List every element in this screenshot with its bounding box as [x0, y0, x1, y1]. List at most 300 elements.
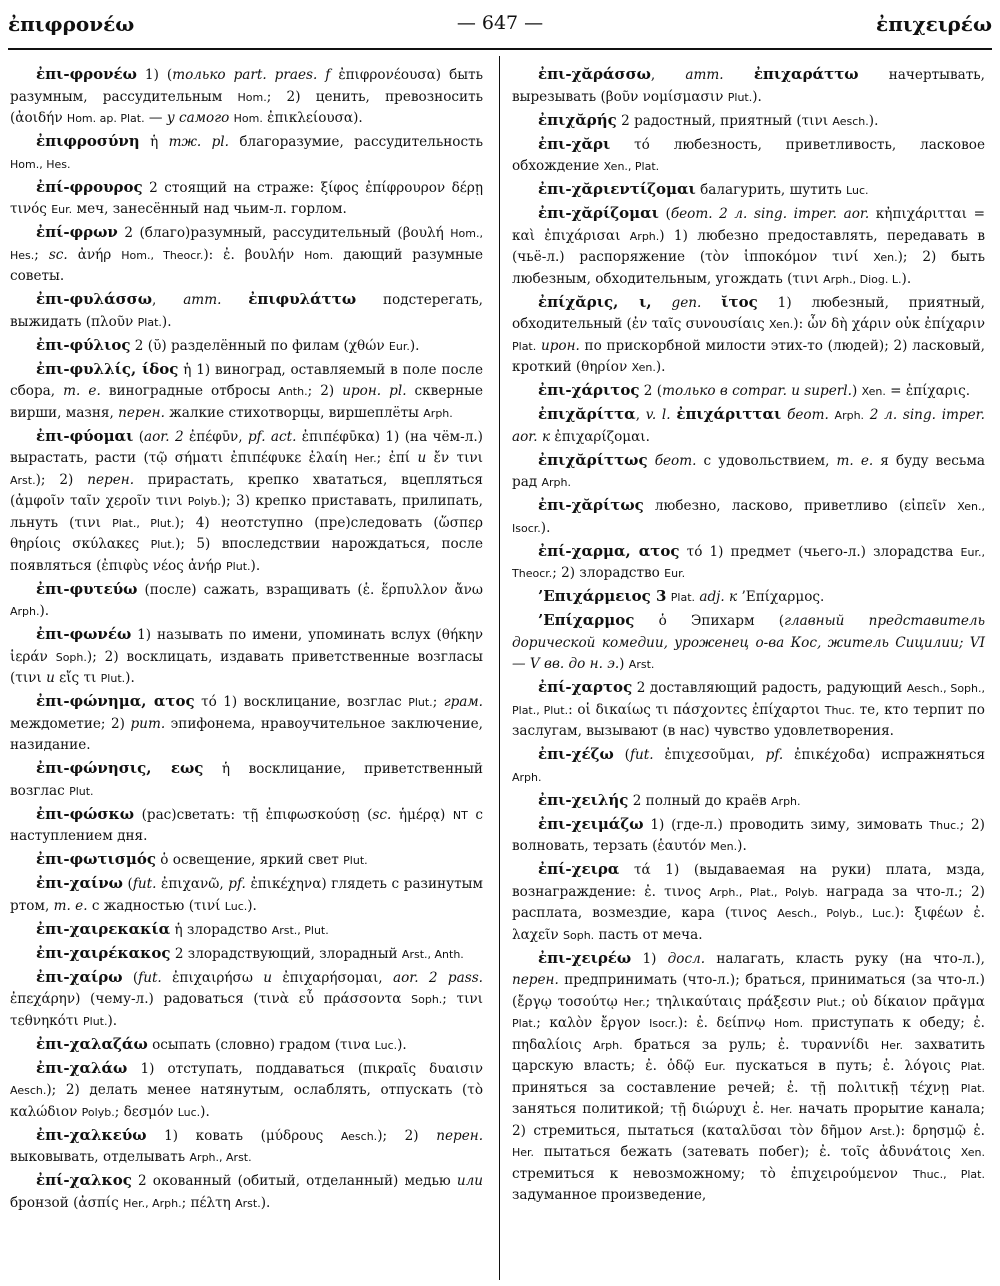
entry-italic-note: gen. — [671, 294, 702, 311]
entry-source-abbrev: Plut. — [226, 559, 251, 573]
entry-text: , — [635, 407, 646, 423]
dictionary-entry — [10, 1125, 483, 1169]
entry-text: пасть от меча. — [594, 926, 703, 943]
entry-text: ): ἐ. βουλήν — [203, 246, 305, 263]
entry-text: ); 3) крепко приставать, прилипать, льнуть (τινι — [10, 493, 483, 531]
entry-text: ἐπιπέφῡκα) 1) (на чём-л.) вырастать, расти (τῷ σήματι ἐπιπέφυκε ἐλαίη — [10, 428, 483, 466]
entry-text: ἔν τινι — [426, 450, 483, 466]
entry-text: ( — [122, 969, 139, 986]
entry-source-abbrev: Arph. — [593, 1038, 623, 1052]
entry-text: ): δρησμῷ ἐ. — [895, 1122, 985, 1139]
entry-text: ); 4) неотступно (пре)следовать (ὥσπερ θηρίοις σκύλακες — [10, 514, 483, 552]
entry-source-abbrev: Arst. — [628, 658, 655, 671]
entry-headword: ἐπι-χαιρέκακος — [36, 943, 171, 962]
entry-headword: ἐπιχᾰρίττα — [538, 405, 636, 423]
entry-source-abbrev: Her., Arph. — [123, 1196, 182, 1210]
dictionary-entry — [10, 1058, 483, 1124]
entry-headword: ἐπι-φωτισμός — [36, 850, 156, 868]
entry-text: ; πέλτη — [181, 1194, 236, 1211]
entry-source-abbrev: Arph. — [771, 794, 801, 808]
entry-source-abbrev: Arph. — [423, 406, 453, 420]
entry-source-abbrev: Arph., Plat., Polyb. — [709, 885, 819, 899]
entry-source-abbrev: Arst., Plut. — [271, 923, 329, 937]
entry-text: 2 (благо)разумный, рассудительный (βουλή — [117, 225, 451, 241]
entry-italic-note: fut. — [138, 969, 162, 986]
entry-italic-note: ирон. — [540, 337, 580, 354]
dictionary-entry — [10, 758, 483, 802]
entry-text: 2 окованный (обитый, отделанный) медью — [131, 1173, 457, 1189]
entry-text: те, кто терпит по заслугам, вызывают (в нас) чувство удовлетворения. — [512, 701, 985, 739]
entry-source-abbrev: Arph., Arst. — [189, 1151, 252, 1164]
dictionary-entry — [10, 579, 483, 623]
entry-source-abbrev: Arst. — [869, 1124, 896, 1138]
entry-text: благоразумие, рассудительность — [228, 134, 483, 150]
entry-text: предпринимать (что-л.); браться, приниматься (за что-л.) (ἔργῳ τοσούτῳ — [512, 972, 985, 1010]
entry-text: τό 1) предмет (чьего-л.) злорадства — [679, 543, 961, 560]
entry-text: ( — [133, 428, 145, 445]
entry-italic-note: adj. к — [699, 589, 738, 605]
page-header — [8, 12, 992, 42]
entry-source-abbrev: Arph. — [834, 409, 865, 422]
dictionary-entry — [10, 289, 483, 333]
entry-text: скверные вирши, мазня, — [10, 383, 483, 421]
header-rule — [8, 48, 992, 50]
entry-text: ). — [737, 838, 747, 854]
entry-text: ; τινι τεθνηκότι — [10, 991, 483, 1029]
dictionary-entry — [10, 131, 483, 175]
entry-source-abbrev: Arst. — [10, 473, 36, 487]
entry-source-abbrev: Eur. — [51, 203, 73, 216]
entry-text: ; δεσμόν — [114, 1103, 178, 1120]
entry-source-abbrev: Aesch., Polyb., Luc. — [777, 907, 895, 920]
entry-italic-note: грам. — [443, 694, 483, 710]
entry-italic-note: перен. — [512, 972, 559, 988]
entry-text: ). — [655, 359, 666, 375]
entry-text: ἐπικέχηνα) глядеть с разинутым ртом, — [10, 876, 484, 914]
entry-source-abbrev: Thuc., Plat. — [912, 1167, 985, 1181]
entry-source-abbrev: Hom. — [773, 1017, 804, 1030]
entry-source-abbrev: Xen. — [960, 1146, 985, 1159]
dictionary-entry — [10, 335, 483, 358]
entry-text: осыпать (словно) градом (τινα — [147, 1036, 375, 1053]
entry-italic-note: sc. — [372, 806, 392, 823]
entry-source-abbrev: Plut. — [727, 90, 753, 104]
entry-source-abbrev: Her. — [880, 1038, 903, 1052]
entry-headword: ἐπι-χέζω — [538, 745, 614, 763]
entry-source-abbrev: Thuc. — [824, 703, 855, 717]
entry-text: ; οὐ δίκαιον πρᾶγμα — [841, 993, 985, 1010]
dictionary-entry — [512, 790, 985, 813]
entry-source-abbrev: Xen. — [631, 361, 656, 374]
entry-italic-note: aor. 2 pass. — [392, 969, 484, 986]
entry-headword: ἐπι-χαίρω — [36, 967, 123, 986]
entry-italic-note: т. е. — [63, 383, 101, 399]
column-divider — [499, 56, 500, 1280]
entry-source-abbrev: Hom. ap. Plat. — [66, 112, 145, 125]
entry-italic-note: у самого — [166, 110, 230, 126]
dictionary-entry — [10, 624, 483, 690]
entry-italic-note: ирон. pl. — [342, 383, 407, 399]
entry-text: налагать, класть руку (на что-л.), — [705, 950, 985, 967]
entry-text: ; 2) злорадство — [552, 565, 665, 581]
right-column — [512, 64, 985, 1208]
dictionary-entry — [10, 64, 483, 130]
entry-italic-note: т. е. — [53, 897, 88, 914]
entry-headword: ἐπι-χειλής — [538, 790, 629, 809]
entry-headword: ἐπι-χάριτος — [538, 381, 640, 399]
entry-source-abbrev: Arph. — [10, 605, 40, 618]
entry-text: 2 полный до краёв — [628, 792, 772, 809]
dictionary-entry — [10, 873, 483, 917]
entry-source-abbrev: Hom., Theocr. — [121, 248, 204, 262]
entry-headword: ἐπι-χαλάω — [36, 1058, 128, 1077]
dictionary-entry — [512, 495, 985, 539]
entry-source-abbrev: Aesch., Soph., Plat., Plut. — [512, 682, 985, 717]
entry-text: 1) ковать (μύδρους — [146, 1127, 341, 1144]
entry-italic-note: или — [456, 1173, 483, 1189]
entry-source-abbrev: Xen., Isocr. — [512, 500, 985, 535]
entry-text: с удовольствием, — [696, 452, 837, 469]
entry-text: с наступлением дня. — [10, 806, 483, 844]
entry-headword: ἐπι-χειμάζω — [538, 814, 644, 833]
entry-text: ). — [200, 1103, 210, 1120]
entry-text: , — [650, 67, 686, 83]
entry-text: ); 2) делать менее натянутым, ослаблять, отпускать (τὸ καλώδιον — [10, 1082, 483, 1120]
dictionary-entry — [10, 177, 483, 221]
entry-source-abbrev: Plut. — [408, 696, 433, 709]
entry-source-abbrev: Xen. — [873, 251, 898, 264]
entry-text: τό 1) восклицание, возглас — [194, 694, 409, 710]
entry-source-abbrev: Plut. — [100, 672, 126, 685]
entry-headword: ἐπι-φύλιος — [36, 335, 131, 354]
entry-text: ; 2) — [307, 383, 343, 399]
dictionary-entry — [10, 804, 483, 848]
dictionary-entry — [10, 359, 483, 425]
entry-text: заняться политикой; τῇ διώρυχι ἐ. — [512, 1101, 771, 1117]
dictionary-entry — [512, 380, 985, 403]
page-number: — 647 — — [456, 12, 544, 34]
entry-italic-note: pf. — [765, 747, 784, 763]
entry-italic-note: беот. — [654, 452, 697, 469]
entry-source-abbrev: Her. — [354, 452, 377, 465]
entry-text: ; ἐπί — [376, 450, 418, 466]
dictionary-entry — [10, 967, 483, 1033]
dictionary-entry — [512, 744, 985, 788]
entry-text — [701, 295, 721, 311]
dictionary-entry — [10, 426, 483, 578]
entry-text: ὁ Эпихарм ( — [634, 613, 785, 629]
entry-text: ). — [39, 603, 50, 619]
entry-text: ; — [34, 246, 49, 263]
entry-text: жалкие стихотворцы, виршеплёты — [164, 404, 424, 421]
entry-text: — — [144, 110, 167, 126]
entry-text: любезно, ласково, приветливо (εἰπεῖν — [643, 498, 958, 514]
entry-text: ); 2) восклицать, издавать приветственные возгласы (τινι — [10, 648, 483, 686]
entry-text: дающий разумные советы. — [10, 246, 483, 284]
entry-headword: ἐπίχᾰρις, ι, — [538, 292, 652, 311]
dictionary-entry — [10, 943, 483, 966]
entry-text: ἐπιχεσοῦμαι, — [653, 747, 766, 763]
entry-text: 1) любезный, приятный, обходительный (ἐν ταῖς συνουσίαις — [512, 294, 985, 332]
entry-text: пытаться бежать (затевать побег); ἐ. τοῖς ἀδυνάτοις — [534, 1144, 961, 1160]
entry-text: 1) — [631, 950, 668, 967]
entry-text: 2 ( — [639, 383, 663, 399]
entry-source-abbrev: Arst., Anth. — [401, 947, 464, 961]
entry-headword: ’Επίχαρμος — [538, 611, 635, 629]
entry-text: ). — [260, 1194, 271, 1211]
entry-text: (после) сажать, взращивать (ἑ. ἕρπυλλον ἄνω — [137, 581, 483, 598]
entry-text: , — [152, 292, 184, 308]
entry-italic-note: атт. — [183, 292, 222, 308]
entry-text: начертывать, вырезывать (βοῦν νομίσμασιν — [512, 67, 985, 105]
entry-text: ); 2) быть любезным, обходительным, угождать (τινι — [512, 249, 985, 287]
entry-source-abbrev: Isocr. — [649, 1017, 678, 1030]
entry-source-abbrev: Luc. — [177, 1105, 201, 1119]
entry-text: ) — [619, 656, 629, 672]
entry-italic-note: беот. 2 л. sing. imper. aor. — [670, 206, 870, 222]
entry-text: 1) ( — [136, 67, 173, 83]
entry-text: стремиться к невозможному; τὸ ἐπιχειρούμενον — [512, 1165, 913, 1182]
entry-source-abbrev: Luc. — [374, 1038, 398, 1052]
entry-text: ) 1) любезно предоставлять, передавать в (чьё-л.) распоряжение (τὸν ἱπποκόμον τινί — [512, 227, 985, 265]
entry-headword: ἐπί-χαρτος — [538, 678, 633, 696]
dictionary-entry — [512, 814, 985, 858]
entry-source-abbrev: Plat. — [512, 339, 537, 353]
entry-text: награда за что-л.; 2) расплата, возмездие, кара (τινος — [512, 883, 985, 921]
entry-text: 2 доставляющий радость, радующий — [632, 680, 907, 696]
entry-text: захватить царскую власть; ἐ. ὁδῷ — [512, 1036, 986, 1074]
entry-source-abbrev: Plut. — [69, 784, 94, 798]
entry-source-abbrev: Soph. — [55, 650, 87, 664]
entry-text: ); 2) — [377, 1127, 437, 1144]
entry-italic-note: досл. — [667, 950, 706, 967]
entry-text: (рас)светать: τῇ ἐπιφωσκούσῃ ( — [134, 806, 373, 823]
dictionary-entry — [10, 919, 483, 942]
entry-headword: ἐπιχᾰρής — [538, 110, 617, 129]
entry-headword: ἐπι-φωνέω — [36, 625, 132, 643]
entry-source-abbrev: Plat. — [137, 315, 162, 329]
entry-source-abbrev: Arph., Diog. L. — [823, 272, 902, 286]
entry-text: ; 2) ценить, превозносить (ἀοιδήν — [10, 88, 483, 126]
dictionary-entry — [512, 404, 985, 448]
entry-source-abbrev: Arst. — [235, 1196, 261, 1210]
entry-text: 2 (ῠ) разделённый по филам (χθών — [130, 337, 389, 354]
entry-headword: ἐπι-χᾰράσσω — [538, 65, 651, 83]
entry-source-abbrev: Arph. — [512, 770, 542, 784]
dictionary-entry — [10, 222, 483, 288]
entry-source-abbrev: Plut. — [83, 1014, 108, 1028]
entry-text: ). — [125, 670, 135, 686]
entry-text: ) — [851, 383, 862, 399]
entry-text: ἐπικλείουσα). — [262, 110, 363, 126]
entry-headword: ἐπι-φυτεύω — [36, 579, 138, 598]
entry-text: приняться за составление речей; ἐ. τῇ πολιτικῇ τέχνῃ — [512, 1079, 961, 1096]
entry-italic-note: главный представитель дорической комедии, уроженец о-ва Кос, житель Сицилии; VI — V вв. до н. э. — [512, 613, 985, 672]
entry-text: 2 злорадствующий, злорадный — [170, 945, 402, 962]
entry-text — [724, 67, 754, 83]
entry-source-abbrev: Plat. — [960, 1060, 985, 1073]
entry-text: по прискорбной милости этих-то (людей); 2) ласковый, кроткий (θηρίον — [512, 337, 985, 375]
entry-headword: ῐτος — [721, 292, 758, 311]
entry-text: балагурить, шутить — [695, 182, 847, 198]
entry-source-abbrev: Luc. — [846, 184, 869, 197]
entry-text: 2 стоящий на страже: ξίφος ἐπίφρουρον δέρῃ τινός — [10, 179, 483, 217]
entry-text: κἠπιχάριτται = καὶ ἐπιχάρισαι — [512, 206, 985, 244]
entry-source-abbrev: Plat., Plut. — [112, 516, 175, 530]
entry-text: ἡ злорадство — [170, 921, 272, 938]
entry-text: выковывать, отделывать — [10, 1149, 190, 1165]
dictionary-entry — [512, 450, 985, 494]
entry-text: ἐπιχαρίζομαι. — [550, 428, 650, 445]
entry-headword: ἐπι-φύομαι — [36, 426, 134, 445]
dictionary-entry — [512, 64, 985, 108]
entry-text: ’Επίχαρμος. — [737, 589, 825, 605]
entry-text: ( — [613, 747, 630, 763]
entry-headword: ἐπί-φρουρος — [36, 177, 143, 196]
dictionary-entry — [10, 691, 483, 757]
entry-source-abbrev: Her. — [512, 1146, 535, 1159]
entry-source-abbrev: Xen. — [861, 385, 886, 398]
entry-italic-note: тж. pl. — [168, 134, 229, 150]
entry-headword: ἐπιφυλάττω — [248, 290, 357, 308]
entry-headword: ἐπιφροσύνη — [36, 132, 140, 150]
entry-italic-note: т. е. — [836, 452, 874, 469]
entry-source-abbrev: Aesch. — [10, 1084, 47, 1097]
entry-headword: ἐπιχαράττω — [753, 65, 859, 83]
entry-headword: ἐπι-χᾰρίζομαι — [538, 204, 659, 222]
entry-headword: ἐπι-χαιρεκακία — [36, 919, 171, 938]
entry-text: ( — [658, 206, 671, 222]
entry-source-abbrev: Plut. — [816, 995, 842, 1009]
entry-source-abbrev: Men. — [710, 840, 738, 853]
dictionary-entry — [512, 203, 985, 290]
entry-text: 1) отступать, поддаваться (πικραῖς δυαισιν — [127, 1060, 483, 1077]
entry-source-abbrev: Hom. — [304, 248, 334, 262]
entry-source-abbrev: Arph. — [541, 476, 571, 489]
entry-text: ; τηλικαύταις πράξεσιν — [645, 993, 817, 1010]
entry-text: ). — [409, 337, 420, 354]
entry-italic-note: fut. — [629, 747, 654, 763]
entry-source-abbrev: Eur., Theocr. — [512, 545, 985, 580]
entry-text: подстерегать, выжидать (πλοῦν — [10, 292, 483, 330]
entry-italic-note: к — [541, 428, 551, 445]
entry-headword: ἐπί-χαρμα, ατος — [538, 541, 680, 560]
entry-source-abbrev: Arph. — [629, 229, 660, 243]
entry-source-abbrev: Eur. — [388, 339, 410, 353]
entry-text: : οἱ δικαίως τι πάσχοντες ἐπίχαρτοι — [568, 701, 825, 718]
entry-text: бронзой (ἀσπίς — [10, 1194, 124, 1211]
entry-text: эпифонема, нравоучительное заключение, назидание. — [10, 715, 483, 753]
entry-text: ). — [250, 557, 261, 574]
entry-text: ἐπεχάρην) (чему-л.) радоваться (τινὰ εὖ πράσσοντα — [10, 991, 412, 1007]
entry-text: пускаться в путь; ἐ. λόγοις — [725, 1058, 961, 1074]
entry-text: ). — [540, 519, 551, 536]
dictionary-entry — [512, 948, 985, 1207]
entry-headword: ἐπί-χαλκος — [36, 1171, 132, 1189]
entry-text: ἐπιχαρήσομαι, — [272, 969, 393, 986]
entry-text: ): ξιφέων ἐ. λαχεῖν — [512, 905, 985, 943]
entry-headword: ἐπι-χᾰριεντίζομαι — [538, 180, 696, 198]
entry-text: ἐπιφρονέουσα) быть разумным, рассудительным — [10, 67, 484, 105]
entry-source-abbrev: Plut. — [150, 538, 176, 551]
entry-text: прирастать, крепко хвататься, вцепляться (ἀμφοῖν ταῖν χεροῖν τινι — [10, 471, 483, 509]
entry-text: ἀνήρ — [67, 246, 122, 263]
entry-text: междометие; 2) — [10, 715, 131, 732]
entry-italic-note: беот. — [787, 407, 829, 423]
entry-source-abbrev: Thuc. — [929, 818, 960, 832]
entry-headword: ἐπιχᾰρίττως — [538, 450, 648, 469]
entry-source-abbrev: Her. — [623, 995, 646, 1009]
entry-source-abbrev: Soph. — [563, 928, 595, 942]
entry-italic-note: только part. praes. f — [172, 67, 331, 83]
entry-italic-note: и — [263, 969, 273, 986]
entry-source-abbrev: Luc. — [224, 899, 248, 913]
dictionary-entry — [10, 1034, 483, 1057]
entry-source-abbrev: Plut. — [343, 854, 368, 867]
dictionary-entry — [512, 859, 985, 946]
entry-text: задуманное произведение, — [512, 1187, 707, 1203]
entry-text: ): ἐ. δείπνῳ — [677, 1015, 774, 1031]
entry-italic-note: атт. — [685, 67, 724, 83]
entry-text: я буду весьма рад — [512, 452, 985, 490]
entry-text: меч, занесённый над чьим-л. горлом. — [72, 201, 347, 217]
entry-italic-note: рит. — [130, 715, 166, 732]
entry-text: браться за руль; ἐ. τυραννίδι — [622, 1036, 881, 1053]
entry-text: ; — [432, 694, 444, 710]
entry-source-abbrev: Eur. — [704, 1060, 726, 1073]
entry-headword: ἐπι-φυλάσσω — [36, 290, 153, 308]
entry-italic-note: 2 л. sing. imper. aor. — [512, 407, 985, 445]
dictionary-entry — [10, 849, 483, 872]
entry-text: ἐπέφῡν, — [183, 428, 248, 445]
entry-source-abbrev: NT — [452, 808, 468, 822]
entry-source-abbrev: Polyb. — [81, 1105, 115, 1119]
entry-source-abbrev: Hom. — [237, 90, 267, 104]
entry-text: ἡ восклицание, приветственный возглас — [10, 761, 483, 799]
entry-italic-note: и — [417, 450, 427, 466]
dictionary-entry — [10, 1170, 483, 1214]
entry-text: εἴς τι — [54, 670, 101, 686]
entry-headword: ἐπι-χαλαζάω — [36, 1034, 148, 1053]
entry-text: ); 2) — [35, 471, 88, 488]
entry-italic-note: перен. — [87, 471, 135, 488]
dictionary-entry — [512, 541, 985, 585]
entry-text: ). — [161, 313, 172, 330]
dictionary-entry — [512, 110, 985, 133]
entry-source-abbrev: Polyb. — [187, 495, 221, 508]
entry-text: ἡμέρᾳ) — [391, 806, 453, 823]
entry-text: τά 1) (выдаваемая на руки) плата, мзда, вознаграждение: ἐ. τινος — [512, 862, 985, 900]
entry-source-abbrev: Aesch. — [340, 1129, 378, 1143]
entry-headword: ἐπι-χειρέω — [538, 948, 632, 967]
entry-source-abbrev: Hom., Hes. — [10, 227, 483, 262]
entry-source-abbrev: Soph. — [411, 993, 443, 1006]
entry-italic-note: sc. — [48, 246, 68, 263]
entry-text: ): ὧν δὴ χάριν οὐκ ἐπίχαριν — [793, 316, 985, 332]
dictionary-entry — [512, 292, 985, 379]
entry-text: 1) называть по имени, упоминать вслух (θήκην ἱεράν — [10, 627, 483, 665]
entry-headword: ἐπι-φυλλίς, ίδος — [36, 359, 179, 378]
entry-text: ἡ 1) виноград, оставляемый в поле после сбора, — [10, 361, 483, 399]
entry-headword: ἐπι-χᾰρίτως — [538, 496, 644, 514]
entry-text: ). — [247, 897, 257, 914]
entry-headword: ἐπι-φώνησις, εως — [36, 759, 204, 777]
entry-headword: ἐπι-φώνημα, ατος — [36, 692, 195, 710]
entry-source-abbrev: Aesch. — [832, 114, 869, 128]
left-column — [10, 64, 483, 1216]
entry-source-abbrev: Plat. — [512, 1017, 537, 1030]
entry-text: ). — [107, 1012, 118, 1029]
